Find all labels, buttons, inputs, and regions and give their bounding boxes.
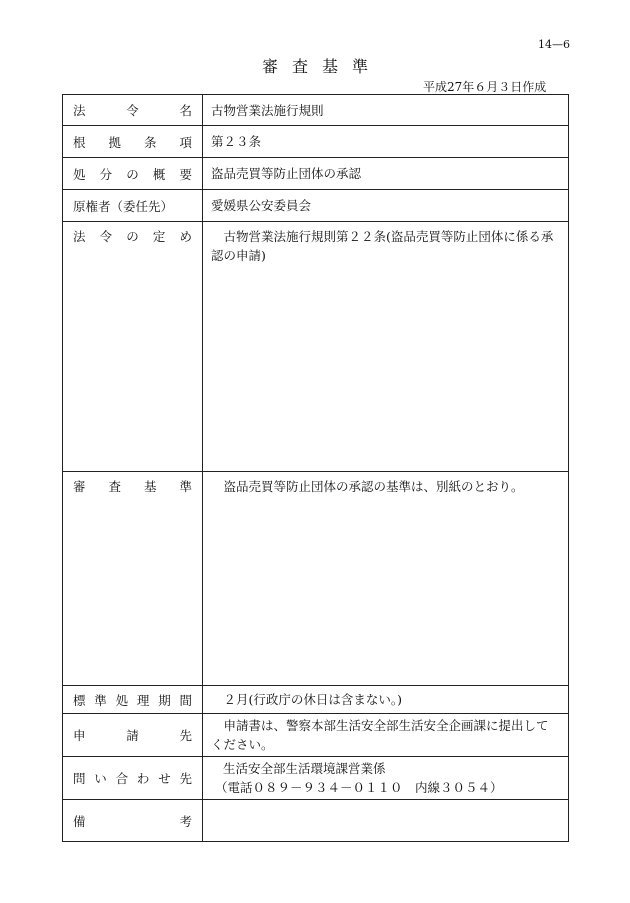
table-row bbox=[63, 190, 569, 222]
value-law-name: 古物営業法施行規則 bbox=[203, 95, 569, 126]
value-authority: 愛媛県公安委員会 bbox=[203, 190, 569, 222]
label-cell bbox=[63, 158, 203, 190]
review-standard-table bbox=[62, 94, 569, 842]
label-application-destination: 申 請 先 bbox=[73, 728, 192, 743]
table-row bbox=[63, 158, 569, 190]
table-row bbox=[63, 686, 569, 714]
table-row bbox=[63, 800, 569, 842]
label-cell bbox=[63, 686, 203, 714]
label-standard-period: 標 準 処 理 期 間 bbox=[73, 692, 192, 708]
value-remarks bbox=[203, 800, 569, 842]
label-law-name: 法 令 名 bbox=[73, 103, 192, 118]
page-number: 14—6 bbox=[538, 38, 570, 51]
table-row bbox=[63, 95, 569, 126]
value-contact bbox=[203, 757, 569, 800]
label-remarks: 備 考 bbox=[73, 813, 192, 829]
table-row bbox=[63, 126, 569, 158]
label-cell bbox=[63, 472, 203, 686]
value-application-destination: 申請書は、警察本部生活安全部生活安全企画課に提出してください。 bbox=[203, 714, 569, 757]
table-row bbox=[63, 714, 569, 757]
label-cell bbox=[63, 222, 203, 472]
label-cell bbox=[63, 95, 203, 126]
label-cell bbox=[63, 800, 203, 842]
label-disposition-summary: 処 分 の 概 要 bbox=[73, 166, 192, 182]
label-contact: 問 い 合 わ せ 先 bbox=[73, 771, 192, 786]
label-cell bbox=[63, 714, 203, 757]
contact-department: 生活安全部生活環境課営業係 bbox=[223, 761, 386, 776]
table-row bbox=[63, 472, 569, 686]
value-legal-provision: 古物営業法施行規則第２２条(盗品売買等防止団体に係る承認の申請) bbox=[203, 222, 569, 472]
label-authority: 原権者（委任先） bbox=[73, 198, 174, 214]
table-row bbox=[63, 757, 569, 800]
value-basis-article: 第２３条 bbox=[203, 126, 569, 158]
table-row bbox=[63, 222, 569, 472]
label-cell bbox=[63, 126, 203, 158]
label-basis-article: 根 拠 条 項 bbox=[73, 134, 192, 150]
value-standard-period: ２月(行政庁の休日は含まない。) bbox=[203, 686, 569, 714]
value-review-standard: 盗品売買等防止団体の承認の基準は、別紙のとおり。 bbox=[203, 472, 569, 686]
label-legal-provision: 法 令 の 定 め bbox=[73, 229, 192, 244]
label-cell bbox=[63, 190, 203, 222]
label-review-standard: 審 査 基 準 bbox=[73, 479, 192, 494]
label-cell bbox=[63, 757, 203, 800]
value-disposition-summary: 盗品売買等防止団体の承認 bbox=[203, 158, 569, 190]
document-title: 審査基準 bbox=[261, 57, 382, 76]
contact-phone: （電話０８９－９３４－０１１０ 内線３０５４） bbox=[215, 780, 503, 795]
created-date: 平成27年６月３日作成 bbox=[423, 80, 547, 94]
